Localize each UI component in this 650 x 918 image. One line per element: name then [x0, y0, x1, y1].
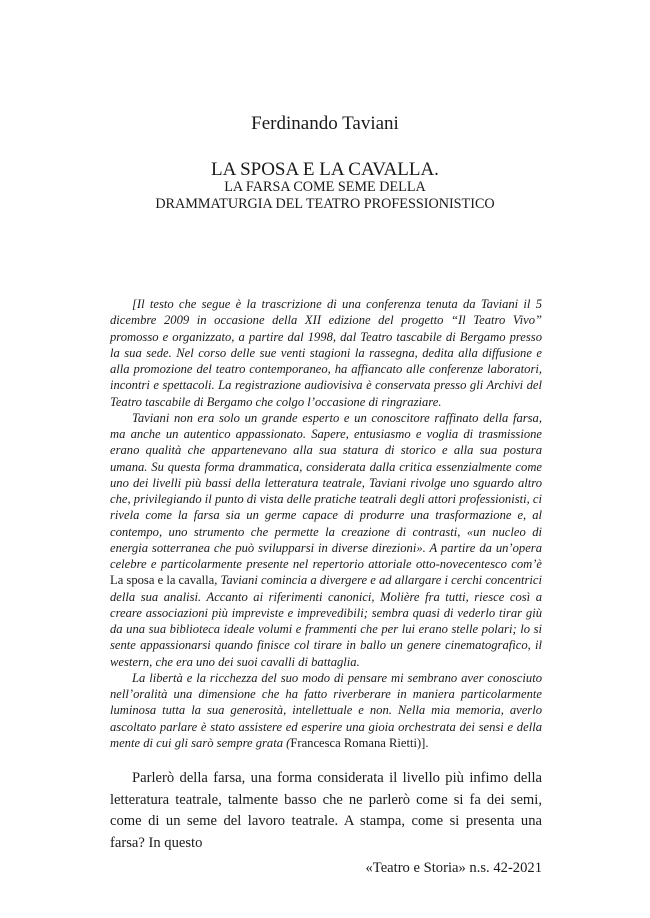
- editorial-introduction: [110, 296, 542, 751]
- intro-p2-text: Taviani non era solo un grande esperto e un conoscitore raffinato della farsa, ma anche un autentico appassionato. Sapere, entusiasmo e voglia di trasmissione erano qualità che appartenevano alla sua statura di storico e alla sua postura umana. Su questa forma drammatica, considerata dalla critica essenzialmente come uno dei livelli più bassi della letteratura teatrale, Taviani rivolge uno sguardo altro che, privilegiando il punto di vista delle pratiche teatrali degli attori professionisti, ci rivela come la farsa sia un germe capace di produrre una trasformazione e, al contempo, uno strumento che permette la creazione di contrasti, «un nucleo di energia sotterranea che può svilupparsi in diverse direzioni». A partire da un’opera celebre e particolarmente presente nel repertorio attoriale otto-novecentesco com’è: [110, 410, 542, 571]
- intro-close-bracket: )].: [416, 735, 429, 750]
- article-subtitle-line1: LA FARSA COME SEME DELLA: [224, 179, 426, 195]
- article-title: LA SPOSA E LA CAVALLA.: [211, 159, 439, 180]
- intro-p3-text: La libertà e la ricchezza del suo modo di pensare mi sembrano aver conosciuto nell’oralità una dimensione che ha fatto riverberare in maniera particolarmente luminosa tutta la sua generosità, intellettuale e non. Nella mia memoria, averlo ascoltato parlare è stato assistere ed esperire una gioia orchestrata dei sensi e della mente di cui gli sarò sempre grata (: [110, 670, 542, 750]
- intro-p2-continued: , Taviani comincia a divergere e ad allargare i cerchi concentrici della sua analisi. Accanto ai riferimenti canonici, Molière fra tutti, riesce così a creare associazioni più impreviste e imprevedibili; sembra quasi di vederlo tirar giù da una sua biblioteca ideale volumi e frammenti che per lui erano stelle polari; lo si sente appassionarsi quando finisce col tirare in ballo un genere cinematografico, il western, che era uno dei suoi cavalli di battaglia.: [110, 573, 542, 669]
- article-subtitle-line2: DRAMMATURGIA DEL TEATRO PROFESSIONISTICO: [155, 196, 495, 212]
- intro-paragraph-3: [110, 670, 542, 751]
- play-title: La sposa e la cavalla: [110, 573, 215, 588]
- main-text: [110, 768, 542, 854]
- intro-paragraph-1: [Il testo che segue è la trascrizione di una conferenza tenuta da Taviani il 5 dicembre 2009 in occasione della XII edizione del progetto “Il Teatro Vivo” promosso e organizzato, a partire dal 1998, dal Teatro tascabile di Bergamo presso la sua sede. Nel corso delle sue venti stagioni la rassegna, dedita alla diffusione e alla promozione del teatro contemporaneo, ha affiancato alle conferenze laboratori, incontri e spettacoli. La registrazione audiovisiva è conservata presso gli Archivi del Teatro tascabile di Bergamo che colgo l’occasione di ringraziare.: [110, 297, 542, 409]
- intro-signature: Francesca Romana Rietti: [290, 735, 417, 750]
- author-name: Ferdinando Taviani: [251, 113, 399, 134]
- body-paragraph-1: Parlerò della farsa, una forma considerata il livello più infimo della letteratura teatrale, talmente basso che ne parlerò come si fa dei semi, come di un seme del lavoro teatrale. A stampa, come si presenta una farsa? In questo: [110, 770, 542, 851]
- journal-footer: «Teatro e Storia» n.s. 42-2021: [365, 860, 542, 876]
- intro-paragraph-2: [110, 410, 542, 670]
